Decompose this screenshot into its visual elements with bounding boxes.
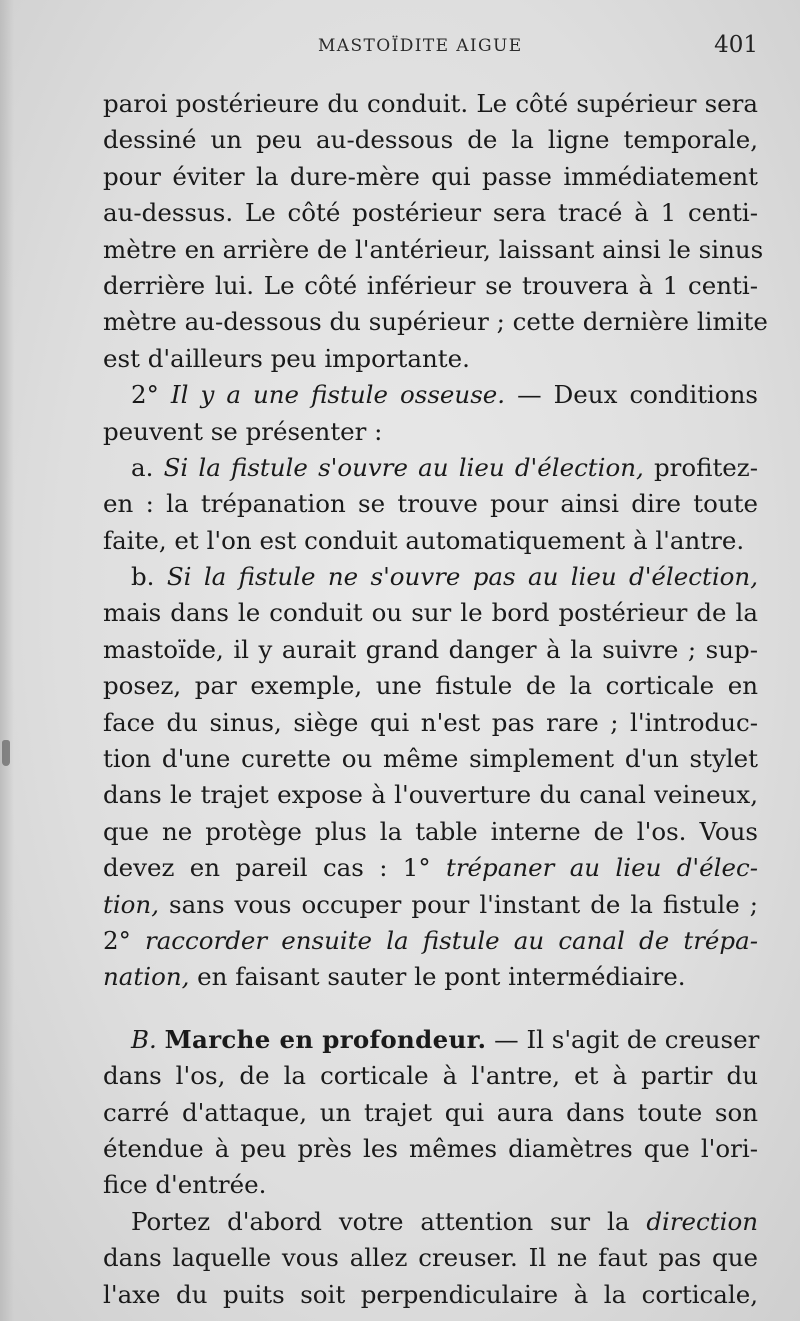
page-body [103, 86, 768, 1313]
text-line: mais dans le conduit ou sur le bord postérieur de la [103, 598, 758, 628]
text-line [103, 1022, 758, 1058]
italic-text: Si la fistule ne s'ouvre pas au lieu d'élection, [166, 562, 758, 592]
text-line [103, 850, 758, 886]
text-run: — Il s'agit de creuser [486, 1024, 760, 1054]
text-line: derrière lui. Le côté inférieur se trouvera à 1 centi- [103, 270, 758, 300]
italic-text: Si la fistule s'ouvre au lieu d'élection, [163, 452, 644, 482]
item-label: a. [131, 452, 154, 482]
text-line: dessiné un peu au-dessous de la ligne temporale, [103, 125, 758, 155]
text-line: dans laquelle vous allez creuser. Il ne faut pas que [103, 1243, 758, 1273]
text-run: profitez- [643, 452, 758, 482]
section-number: 2° [131, 380, 159, 410]
text-line: est d'ailleurs peu importante. [103, 343, 470, 373]
text-run: — Deux conditions [505, 380, 758, 410]
text-run: sans vous occuper pour l'instant de la fistule ; [159, 889, 758, 919]
italic-text: direction [646, 1206, 758, 1236]
text-line: dans le trajet expose à l'ouverture du canal veineux, [103, 780, 758, 810]
text-line [103, 887, 758, 923]
text-line: peuvent se présenter : [103, 416, 383, 446]
text-line: fice d'entrée. [103, 1170, 267, 1200]
italic-heading: Il y a une fistule osseuse. [170, 380, 506, 410]
text-line: face du sinus, siège qui n'est pas rare ; l'introduc- [103, 707, 758, 737]
section-label: B. [131, 1024, 157, 1054]
item-label: b. [131, 562, 155, 592]
text-line [103, 377, 758, 413]
text-line: carré d'attaque, un trajet qui aura dans toute son [103, 1097, 758, 1127]
text-line: mètre en arrière de l'antérieur, laissant ainsi le sinus [103, 234, 764, 264]
italic-text: tion, [103, 889, 159, 919]
text-line [103, 923, 758, 959]
text-line [103, 1204, 758, 1240]
text-line [103, 450, 758, 486]
text-line: dans l'os, de la corticale à l'antre, et à partir du [103, 1061, 758, 1091]
text-line: étendue à peu près les mêmes diamètres que l'ori- [103, 1133, 758, 1163]
page-header [103, 32, 758, 66]
running-title: MASTOÏDITE AIGUE [318, 36, 523, 56]
text-line: que ne protège plus la table interne de l'os. Vous [103, 816, 758, 846]
paragraph-1 [103, 86, 768, 377]
text-line [103, 959, 758, 995]
paragraph-3 [103, 450, 758, 559]
text-line: paroi postérieure du conduit. Le côté supérieur sera [103, 89, 758, 118]
page-number: 401 [714, 32, 758, 58]
section-gap [103, 996, 758, 1022]
italic-text: nation, [103, 962, 190, 992]
paragraph-4 [103, 559, 758, 996]
text-run: devez en pareil cas : 1° [103, 853, 446, 883]
paragraph-6 [103, 1204, 758, 1313]
text-line: posez, par exemple, une fistule de la corticale en [103, 671, 758, 701]
text-run: Portez d'abord votre attention sur la [131, 1206, 647, 1236]
text-run: 2° [103, 925, 145, 955]
paragraph-2 [103, 377, 758, 450]
text-line: en : la trépanation se trouve pour ainsi dire toute [103, 489, 758, 519]
text-run: en faisant sauter le pont intermédiaire. [189, 962, 686, 992]
paragraph-5 [103, 1022, 758, 1204]
italic-text: trépaner au lieu d'élec- [446, 853, 758, 883]
text-line: tion d'une curette ou même simplement d'un stylet [103, 744, 758, 774]
section-heading: Marche en profondeur. [164, 1024, 487, 1054]
italic-text: raccorder ensuite la fistule au canal de trépa- [144, 925, 758, 955]
text-line: pour éviter la dure-mère qui passe immédiatement [103, 161, 758, 191]
text-line: faite, et l'on est conduit automatiquement à l'antre. [103, 525, 745, 555]
text-line: au-dessus. Le côté postérieur sera tracé à 1 centi- [103, 198, 758, 228]
text-line: mètre au-dessous du supérieur ; cette dernière limite [103, 307, 768, 337]
text-line: l'axe du puits soit perpendiculaire à la corticale, [103, 1279, 758, 1309]
text-line: mastoïde, il y aurait grand danger à la suivre ; sup- [103, 634, 758, 664]
margin-stain [2, 740, 10, 766]
text-line [103, 559, 758, 595]
